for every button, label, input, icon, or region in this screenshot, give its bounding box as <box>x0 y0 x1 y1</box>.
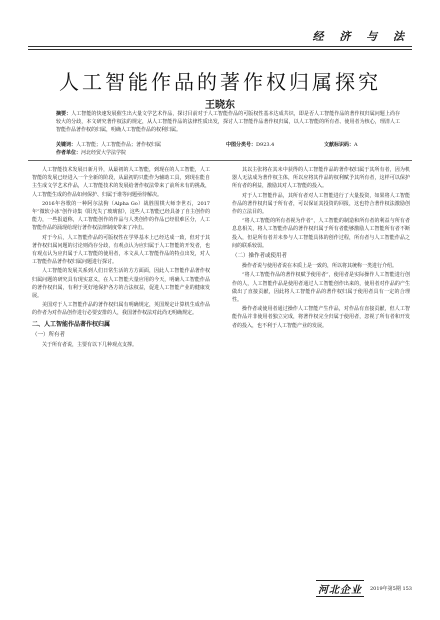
paragraph: 2016年谷歌的一种阿尔法狗（Alpha Go）战胜围棋大师李世石，2017年“微软小冰”创作诗集《阳光失了玻璃窗》，这些人工智能已经具备了自主创作的能力，一些报道称，人工智能创作的作品与人类创作的作品已经很难区分，人工智能作品的涌现给现行著作权法律制度带来了冲击。 <box>32 200 210 232</box>
abstract <box>56 110 400 134</box>
page-footer <box>316 580 412 596</box>
paragraph: “将人工智能的所有者视为作者”，人工智能的制造和所有者的利益与所有者息息相关，将人工智能作品的著作权归属于所有者能够激励人工智能所有者不断投入，但是所有者并未参与人工智能具体的创作过程，所有者与人工智能作品之间的联系较弱。 <box>232 218 410 249</box>
class-number: D923.4 <box>256 142 275 148</box>
paragraph: 其以主张将在其未中获得的人工智能作品的著作权归属于其所有者，因为机器人无法成为著作权主体，所以应将其作品的权利赋予其所有者，这样可以保护所有者的利益，激励其对人工智能的投入。 <box>232 167 410 190</box>
paragraph: 操作者说与使用者说在本质上是一致的，所以将其统称一类进行介绍。 <box>242 263 398 270</box>
affiliation-row <box>56 150 400 157</box>
paragraph: 美国对于人工智能作品的著作权归属有明确规定，英国规定计算机生成作品的作者为对作品创作进行必要安排的人，我国著作权法对此尚无明确规定。 <box>32 302 210 317</box>
paragraph: 人工智能的发展关系到人们日常生活的方方面面，因此人工智能作品著作权归属问题的研究具有现实意义，在人工智能大量应用的今天，明确人工智能作品的著作权归属，有利于更好地保护各方的合法权益，促进人工智能产业的健康发展。 <box>32 268 210 300</box>
affiliation: 河北经贸大学法学院 <box>81 150 127 156</box>
right-column <box>232 166 410 331</box>
journal-logo: 河北企业 <box>316 580 364 597</box>
subsection-heading: （一）所有者 <box>32 331 66 338</box>
left-column <box>32 166 210 350</box>
article-title: 人工智能作品的著作权归属探究 <box>59 70 381 94</box>
abstract-label: 摘要： <box>56 111 72 117</box>
doc-label: 文献标识码： <box>324 142 355 148</box>
paragraph: 关于所有者说，主要有以下几种观点支撑。 <box>42 342 138 349</box>
classification <box>226 142 274 149</box>
subsection-heading: （二）操作者或使用者 <box>232 253 288 260</box>
header-rule-thin <box>28 49 412 50</box>
paragraph: 操作者或使用者通过操作人工智能产生作品，对作品有直接贡献，但人工智能作品并非使用者独立完成，将著作权完全归属于使用者，忽视了所有者和开发者的投入，也不利于人工智能产业的发展。 <box>232 306 410 329</box>
issue-info: 2019年第5期 153 <box>369 585 412 592</box>
paragraph: 对于人工智能作品，其所有者对人工智能进行了大量投资，如果将人工智能作品的著作权归属于所有者，可以保证其投资的回报，这也符合著作权法激励创作的立法目的。 <box>232 192 410 216</box>
paragraph: 人工智能技术发展日新月异，从最初的人工智能，到现在的人工智能，人工智能的发展已经进入一个全新的阶段，从最初的只能作为辅助工具，到现在能自主生成文学艺术作品，人工智能技术的发展给著作权法带来了前所未有的挑战，人工智能生成的作品如何保护、归属于谁等问题亟待解决。 <box>32 167 210 198</box>
paragraph: “将人工智能作品的著作权赋予使用者”，使用者是实际操作人工智能进行创作的人，人工智能作品是使用者通过人工智能创作出来的，使用者对作品的产生做出了直接贡献，因此将人工智能作品的著作权归属于使用者具有一定的合理性。 <box>232 272 410 304</box>
section-heading: 二、人工智能作品著作权归属 <box>32 320 111 328</box>
section-label: 经 济 与 法 <box>312 30 410 43</box>
keywords: 人工智能；人工智能作品；著作权归属 <box>76 142 162 148</box>
keywords-row <box>56 142 400 149</box>
paragraph: 对于今后，人工智能作品的可版权性在学界基本上已经达成一致，但对于其著作权归属问题的讨论则尚存分歧，有观点认为应归属于人工智能的开发者，也有观点认为应归属于人工智能的使用者，本文从人工智能作品的特点出发，对人工智能作品著作权归属问题进行探讨。 <box>32 234 210 266</box>
doc-code: A <box>354 142 358 148</box>
document-code <box>324 142 358 149</box>
affiliation-label: 作者单位： <box>56 150 82 156</box>
class-label: 中图分类号： <box>226 142 257 148</box>
header-rule <box>28 46 412 47</box>
article-author: 王晓东 <box>205 100 235 111</box>
abstract-divider <box>28 160 412 161</box>
keywords-label: 关键词： <box>56 142 77 148</box>
abstract-text: 人工智能的快速发展催生出大量文学艺术作品，探讨目前对于人工智能作品的可版权性基本达成共识，即是否人工智能作品的著作权归属问题上尚存较大的分歧，本文研究著作权法的规定，从人工智能作品的法律性质出发，探讨人工智能作品著作权归属，以人工智能的所有者、使用者为核心，理清人工智能作品著作权的归属，明确人工智能作品的权利归属。 <box>56 111 400 133</box>
